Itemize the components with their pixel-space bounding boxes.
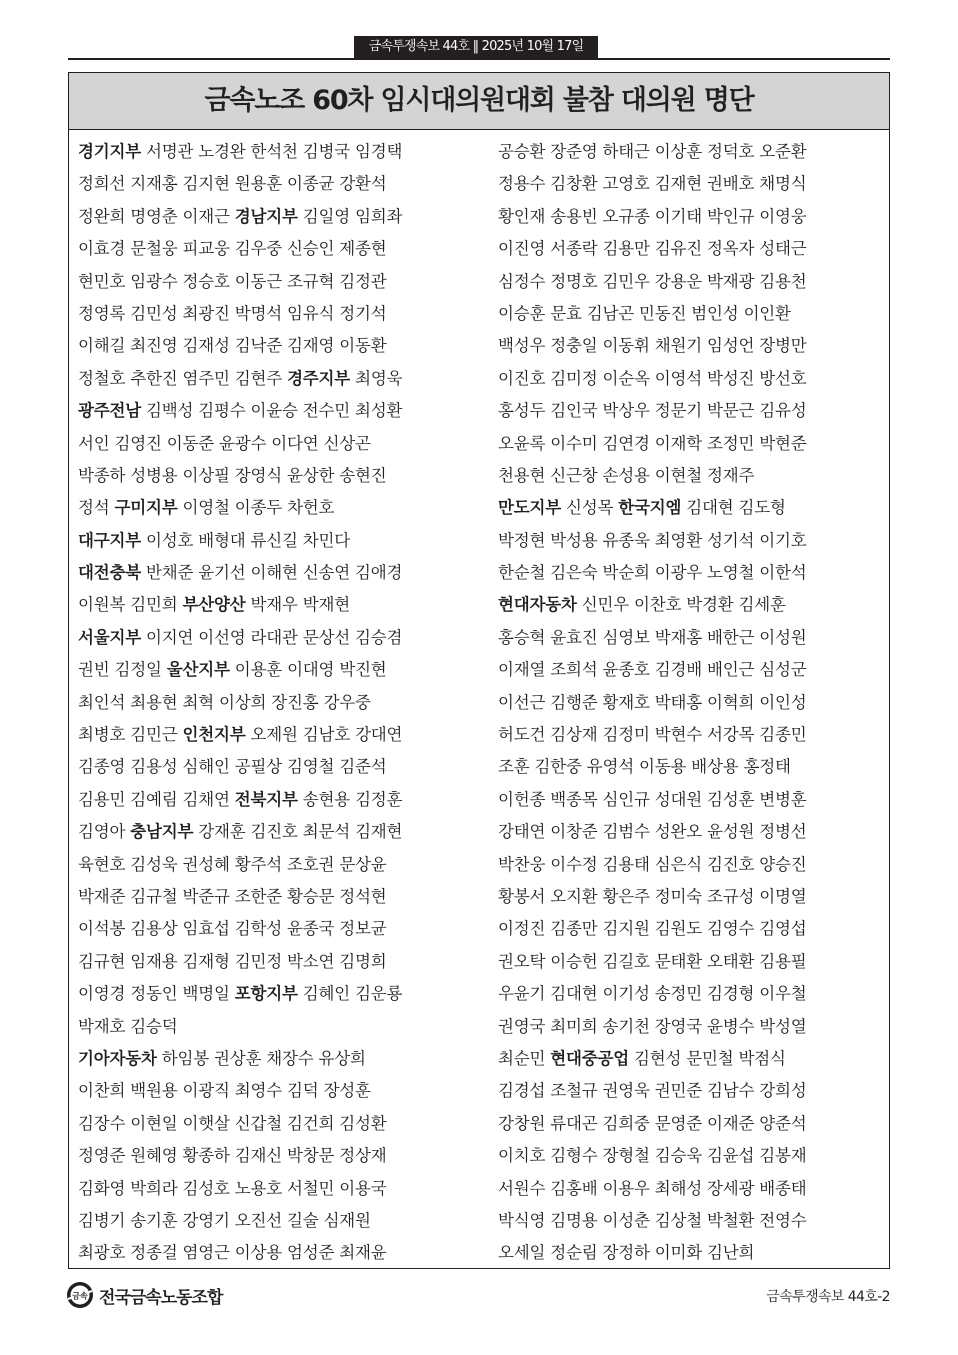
name-list-line <box>498 654 890 686</box>
name-list-line <box>78 784 478 816</box>
name-list-line <box>498 492 890 524</box>
name-list-line <box>498 363 890 395</box>
name-list-line <box>78 1011 478 1043</box>
member-names-text: 박재준 김규철 박준규 조한준 황승문 정석현 <box>78 886 387 906</box>
name-list-line <box>78 1075 478 1107</box>
name-list-line <box>78 719 478 751</box>
name-list-line <box>78 946 478 978</box>
branch-name-label: 경기지부 <box>78 142 141 161</box>
member-names-text: 정희선 지재홍 김지현 원용훈 이종균 강환석 <box>78 174 387 194</box>
footer-page-label: 금속투쟁속보 44호-2 <box>766 1289 890 1305</box>
name-list-line <box>78 1173 478 1205</box>
name-list-line <box>498 557 890 589</box>
member-names-text: 현민호 임광수 정승호 이동근 조규혁 김정관 <box>78 271 387 291</box>
name-list-line <box>498 1075 890 1107</box>
name-list-line <box>78 589 478 621</box>
member-names-text: 이해길 최진영 김재성 김낙준 김재영 이동환 <box>78 336 387 356</box>
name-list-line <box>78 233 478 265</box>
member-names-text: 오세일 정순림 장정하 이미화 김난희 <box>498 1243 755 1263</box>
member-names-text: 이진호 김미정 이순옥 이영석 박성진 방선호 <box>498 368 807 388</box>
masthead-issue-bar: 금속투쟁속보 44호 ‖ 2025년 10월 17일 <box>354 36 598 58</box>
name-list-line <box>498 201 890 233</box>
member-names-text: 송현용 김정훈 <box>297 789 403 809</box>
branch-name-label: 광주전남 <box>78 401 141 421</box>
member-names-text: 이정진 김종만 김지원 김원도 김영수 김영섭 <box>498 919 807 939</box>
member-names-text: 이지연 이선영 라대관 문상선 김승겸 <box>140 627 403 647</box>
name-list-line <box>78 266 478 298</box>
branch-name-label: 구미지부 <box>114 498 178 518</box>
branch-name-label: 경주지부 <box>287 368 351 388</box>
member-names-text: 허도건 김상재 김정미 박현수 서강목 김종민 <box>498 725 807 745</box>
member-names-text: 이용훈 이대영 박진현 <box>229 660 387 680</box>
name-list-line <box>498 946 890 978</box>
name-list-line <box>78 654 478 686</box>
name-list-line <box>78 849 478 881</box>
name-list-line <box>498 719 890 751</box>
member-names-text: 김경섭 조철규 권영욱 권민준 김남수 강희성 <box>498 1081 807 1101</box>
member-names-text: 정용수 김창환 고영호 김재현 권배호 채명식 <box>498 174 807 194</box>
member-names-text: 이영경 정동인 백명일 <box>78 984 235 1004</box>
member-names-text: 김현성 문민철 박점식 <box>628 1048 786 1068</box>
name-list-line <box>498 266 890 298</box>
branch-name-label: 만도지부 <box>498 498 561 518</box>
member-names-text: 박식영 김명용 이성춘 김상철 박철환 전영수 <box>498 1210 807 1230</box>
member-names-text: 강재훈 김진호 최문석 김재현 <box>193 822 403 842</box>
member-names-text: 김일영 임희좌 <box>297 206 403 226</box>
name-list-line <box>498 1043 890 1075</box>
name-list-line <box>498 816 890 848</box>
name-list-line <box>78 687 478 719</box>
member-names-text: 김화영 박희라 김성호 노용호 서철민 이용국 <box>78 1178 387 1198</box>
name-list-line <box>78 978 478 1010</box>
member-names-text: 정영록 김민성 최광진 박명석 임유식 정기석 <box>78 303 387 323</box>
header-rule <box>68 58 890 60</box>
name-list-line <box>498 395 890 427</box>
member-names-text: 하임봉 권상훈 채장수 유상희 <box>156 1048 366 1068</box>
branch-name-label: 전북지부 <box>234 789 298 809</box>
member-names-text: 반채준 윤기선 이해현 신송연 김애경 <box>140 563 403 583</box>
name-list-column-right <box>498 136 890 1270</box>
name-list-line <box>498 298 890 330</box>
name-list-line <box>78 492 478 524</box>
footer-union-name: 전국금속노동조합 <box>99 1287 223 1308</box>
member-names-text: 신민우 이찬호 박경환 김세훈 <box>576 595 786 615</box>
member-names-text: 한순철 김은숙 박순희 이광우 노영철 이한석 <box>498 563 807 583</box>
branch-name-label: 한국지엠 <box>618 498 682 518</box>
name-list-line <box>78 1108 478 1140</box>
title-box <box>68 72 890 130</box>
name-list-line <box>78 1140 478 1172</box>
union-emblem-seal-text: 금속 <box>72 1291 88 1301</box>
branch-name-label: 서울지부 <box>78 627 141 647</box>
member-names-text: 김규현 임재용 김재형 김민정 박소연 김명희 <box>78 951 387 971</box>
member-names-text: 이헌종 백종목 심인규 성대원 김성훈 변병훈 <box>498 789 807 809</box>
name-list-line <box>78 298 478 330</box>
member-names-text: 공승환 장준영 하태근 이상훈 정덕호 오준환 <box>498 142 807 161</box>
name-list-line <box>78 1205 478 1237</box>
member-names-text: 강창원 류대곤 김희중 문영준 이재준 양준석 <box>498 1113 807 1133</box>
member-names-text: 정영준 원혜영 황종하 김재신 박창문 정상재 <box>78 1146 387 1166</box>
member-names-text: 정철호 추한진 염주민 김현주 <box>78 368 288 388</box>
name-list-line <box>498 1237 890 1269</box>
member-names-text: 이찬희 백원용 이광직 최영수 김덕 장성훈 <box>78 1081 371 1101</box>
member-names-text: 이진영 서종락 김용만 김유진 정옥자 성태근 <box>498 239 807 259</box>
member-names-text: 황인재 송용빈 오규종 이기태 박인규 이영웅 <box>498 206 807 226</box>
member-names-text: 오제원 김남호 강대연 <box>245 725 403 745</box>
member-names-text: 박재호 김승덕 <box>78 1016 178 1036</box>
name-list-line <box>498 1011 890 1043</box>
branch-name-label: 울산지부 <box>166 660 230 680</box>
member-names-text: 김대현 김도형 <box>681 498 786 518</box>
member-names-text: 이성호 배형대 류신길 차민다 <box>140 530 351 550</box>
branch-name-label: 현대자동차 <box>498 595 577 615</box>
branch-name-label: 충남지부 <box>130 822 194 842</box>
name-list-line <box>498 330 890 362</box>
member-names-text: 오윤록 이수미 김연경 이재학 조정민 박현준 <box>498 433 807 453</box>
member-names-text: 최순민 <box>498 1048 551 1068</box>
page-title: 금속노조 60차 임시대의원대회 불참 대의원 명단 <box>204 85 754 116</box>
name-list-line <box>498 1140 890 1172</box>
member-names-text: 김영아 <box>78 822 131 842</box>
member-names-text: 우윤기 김대현 이기성 송정민 김경형 이우철 <box>498 984 807 1004</box>
name-list-line <box>498 525 890 557</box>
member-names-text: 정완희 명영춘 이재근 <box>78 206 235 226</box>
member-names-text: 이선근 김행준 황재호 박태홍 이혁희 이인성 <box>498 692 807 712</box>
branch-name-label: 현대중공업 <box>550 1048 629 1068</box>
name-list-column-left <box>78 136 478 1270</box>
branch-name-label: 대구지부 <box>78 530 141 550</box>
name-list-line <box>78 168 478 200</box>
member-names-text: 홍승혁 윤효진 심영보 박재홍 배한근 이성원 <box>498 627 807 647</box>
name-list-line <box>498 428 890 460</box>
name-list-line <box>78 557 478 589</box>
member-names-text: 육현호 김성욱 권성혜 황주석 조호권 문상윤 <box>78 854 387 874</box>
member-names-text: 백성우 정충일 이동휘 채원기 임성언 장병만 <box>498 336 807 356</box>
name-list-line <box>498 589 890 621</box>
member-names-text: 천용현 신근창 손성용 이현철 정재주 <box>498 465 755 485</box>
member-names-text: 이재열 조희석 윤종호 김경배 배인근 심성군 <box>498 660 807 680</box>
member-names-text: 최영욱 <box>350 368 403 388</box>
name-list-line <box>78 816 478 848</box>
name-list-line <box>78 460 478 492</box>
name-list-line <box>498 1173 890 1205</box>
member-names-text: 이석봉 김용상 임효섭 김학성 윤종국 정보균 <box>78 919 387 939</box>
name-list-line <box>78 363 478 395</box>
name-list-line <box>498 751 890 783</box>
branch-name-label: 대전충북 <box>78 563 141 583</box>
member-names-text: 심정수 정명호 김민우 강용운 박재광 김용천 <box>498 271 807 291</box>
member-names-text: 박재우 박재현 <box>245 595 351 615</box>
name-list-line <box>78 751 478 783</box>
member-names-text: 김종영 김용성 심해인 공필상 김영철 김준석 <box>78 757 387 777</box>
member-names-text: 권빈 김정일 <box>78 660 167 680</box>
member-names-text: 신성목 <box>560 498 619 518</box>
member-names-text: 박종하 성병용 이상필 장영식 윤상한 송현진 <box>78 465 387 485</box>
name-list-line <box>78 201 478 233</box>
member-names-text: 박정현 박성용 유종욱 최영환 성기석 이기호 <box>498 530 807 550</box>
name-list-line <box>78 1043 478 1075</box>
name-list-line <box>498 978 890 1010</box>
name-list-line <box>78 1237 478 1269</box>
member-names-text: 박찬웅 이수정 김용태 심은식 김진호 양승진 <box>498 854 807 874</box>
branch-name-label: 포항지부 <box>234 984 298 1004</box>
member-names-text: 서원수 김홍배 이용우 최해성 장세광 배종태 <box>498 1178 807 1198</box>
member-names-text: 최병호 김민근 <box>78 725 183 745</box>
name-list-line <box>78 395 478 427</box>
branch-name-label: 경남지부 <box>234 206 298 226</box>
member-names-text: 이효경 문철웅 피교웅 김우중 신승인 제종현 <box>78 239 387 259</box>
name-list-line <box>78 881 478 913</box>
member-names-text: 김백성 김평수 이윤승 전수민 최성환 <box>140 401 403 421</box>
member-names-text: 황봉서 오지환 황은주 정미숙 조규성 이명열 <box>498 886 807 906</box>
member-names-text: 정석 <box>78 498 115 518</box>
member-names-text: 조훈 김한중 유영석 이동용 배상용 홍정태 <box>498 757 791 777</box>
member-names-text: 최인석 최용현 최혁 이상희 장진홍 강우중 <box>78 692 371 712</box>
name-list-line <box>498 460 890 492</box>
member-names-text: 김혜인 김운룡 <box>297 984 403 1004</box>
member-names-text: 서명관 노경완 한석천 김병국 임경택 <box>140 142 403 161</box>
name-list-line <box>78 330 478 362</box>
name-list-line <box>498 1205 890 1237</box>
member-names-text: 이영철 이종두 차헌호 <box>177 498 335 518</box>
branch-name-label: 기아자동차 <box>78 1048 157 1068</box>
name-list-line <box>498 913 890 945</box>
member-names-text: 이승훈 문효 김남곤 민동진 범인성 이인환 <box>498 303 791 323</box>
member-names-text: 서인 김영진 이동준 윤광수 이다연 신상곤 <box>78 433 371 453</box>
name-list-line <box>498 784 890 816</box>
name-list-line <box>498 233 890 265</box>
name-list-line <box>78 622 478 654</box>
member-names-text: 홍성두 김인국 박상우 정문기 박문근 김유성 <box>498 401 807 421</box>
name-list-line <box>498 136 890 168</box>
name-list-line <box>78 136 478 168</box>
name-list-line <box>78 525 478 557</box>
union-emblem-icon <box>66 1281 94 1309</box>
footer-logo <box>66 1280 222 1310</box>
member-names-text: 권영국 최미희 송기천 장영국 윤병수 박성열 <box>498 1016 807 1036</box>
name-list-line <box>78 913 478 945</box>
name-list-line <box>498 622 890 654</box>
branch-name-label: 인천지부 <box>182 725 246 745</box>
member-names-text: 김용민 김예림 김채연 <box>78 789 235 809</box>
name-list-line <box>498 687 890 719</box>
member-names-text: 강태연 이창준 김범수 성완오 윤성원 정병선 <box>498 822 807 842</box>
name-list-line <box>498 1108 890 1140</box>
name-list-line <box>498 849 890 881</box>
member-names-text: 김병기 송기훈 강영기 오진선 길술 심재원 <box>78 1210 371 1230</box>
branch-name-label: 부산양산 <box>182 595 246 615</box>
member-names-text: 이원복 김민희 <box>78 595 183 615</box>
name-list-line <box>498 168 890 200</box>
name-list-line <box>78 428 478 460</box>
name-list-line <box>498 881 890 913</box>
member-names-text: 권오탁 이승헌 김길호 문태환 오태환 김용필 <box>498 951 807 971</box>
member-names-text: 이치호 김형수 장형철 김승욱 김윤섭 김봉재 <box>498 1146 807 1166</box>
member-names-text: 김장수 이현일 이햇살 신갑철 김건희 김성환 <box>78 1113 387 1133</box>
member-names-text: 최광호 정종걸 염영근 이상용 엄성준 최재윤 <box>78 1243 387 1263</box>
